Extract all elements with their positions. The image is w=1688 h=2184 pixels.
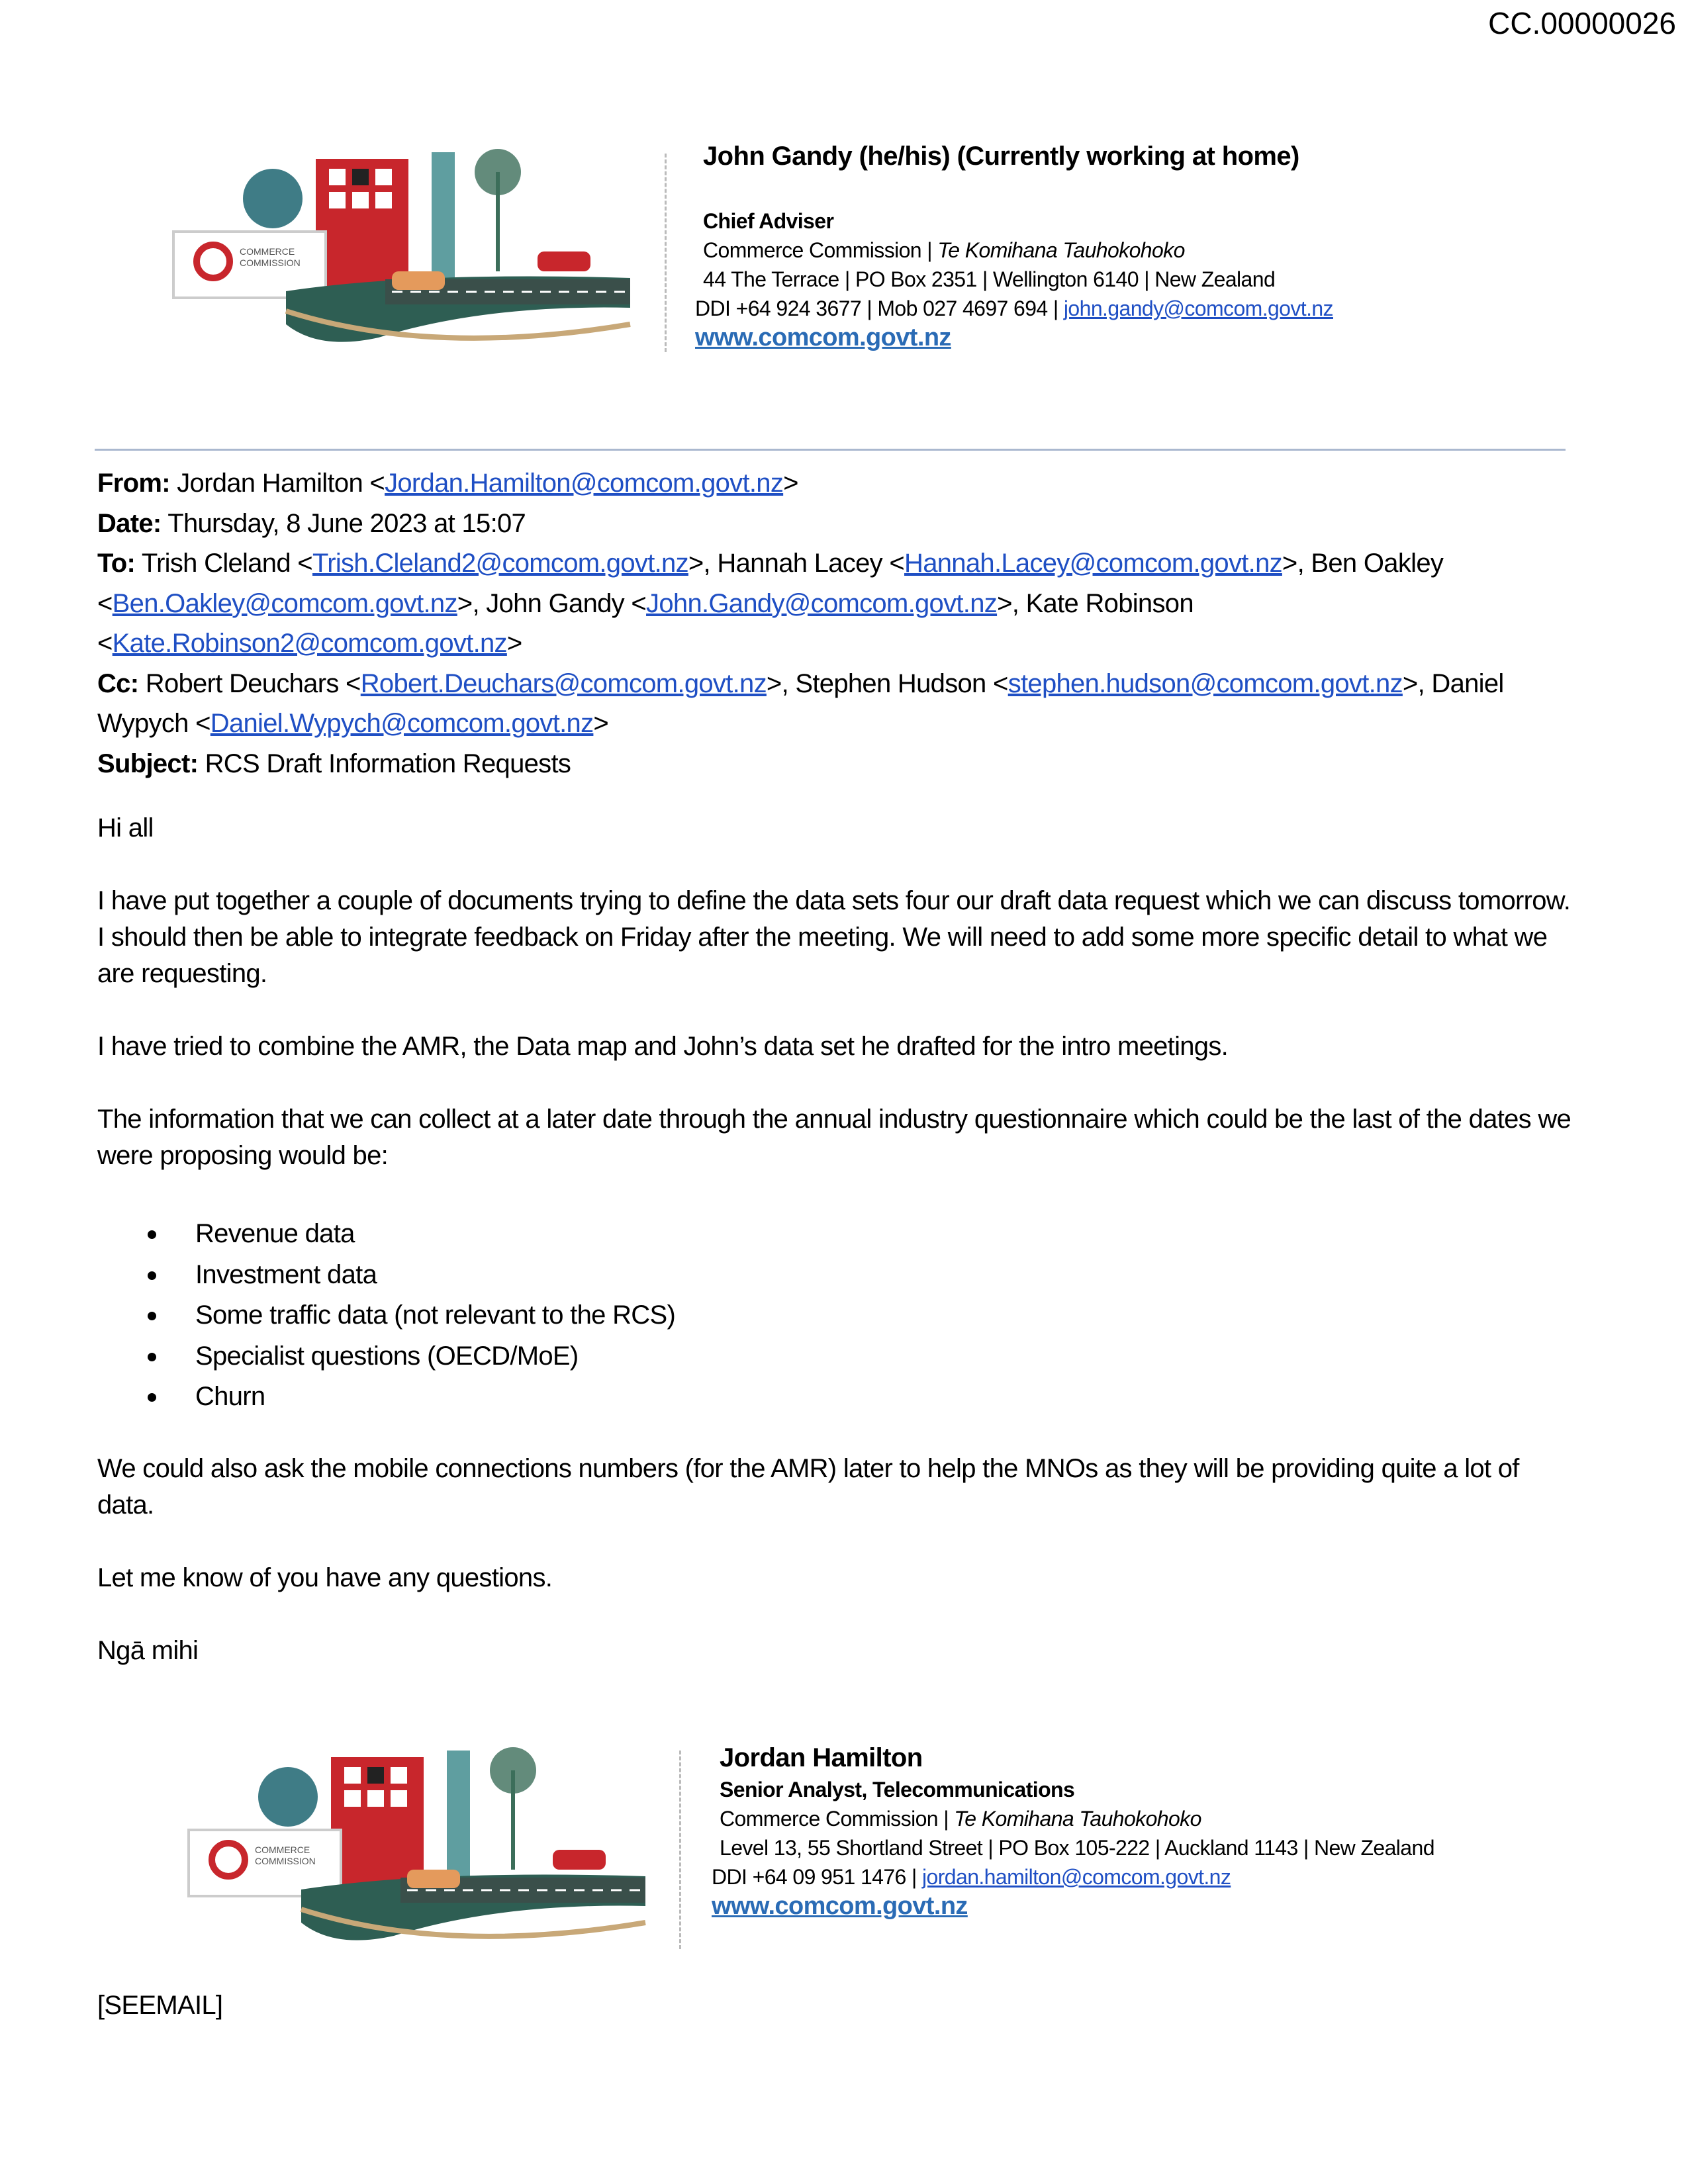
cc-line: Cc: Robert Deuchars <Robert.Deuchars@comcom.govt.nz>, Stephen Hudson <stephen.hudson@comcom.govt.nz>, Daniel Wypych <Daniel.Wypych@comcom.govt.nz> — [97, 668, 1504, 738]
to-email-link[interactable]: Trish.Cleland2@comcom.govt.nz — [312, 549, 688, 578]
svg-text:COMMISSION: COMMISSION — [255, 1856, 316, 1866]
signature-website-link[interactable]: www.comcom.govt.nz — [695, 324, 951, 351]
svg-text:COMMERCE: COMMERCE — [240, 246, 295, 257]
greeting: Hi all — [97, 813, 154, 842]
date-line: Date: Thursday, 8 June 2023 at 15:07 — [97, 508, 526, 538]
signature-address: Level 13, 55 Shortland Street | PO Box 105-222 | Auckland 1143 | New Zealand — [720, 1836, 1434, 1860]
header-divider — [95, 449, 1566, 451]
list-item: Specialist questions (OECD/MoE) — [97, 1336, 1573, 1377]
signature-email-link[interactable]: john.gandy@comcom.govt.nz — [1063, 296, 1333, 320]
signature-phone: DDI +64 924 3677 | Mob 027 4697 694 | john.gandy@comcom.govt.nz — [695, 296, 1333, 320]
signature-jordan-hamilton — [712, 1741, 1434, 1921]
paragraph: Let me know of you have any questions. — [97, 1563, 553, 1592]
signature-john-gandy — [695, 139, 1333, 352]
signature-name: Jordan Hamilton — [720, 1743, 923, 1772]
paragraph: We could also ask the mobile connections numbers (for the AMR) later to help the MNOs as they will be providing quite a lot of data. — [97, 1453, 1519, 1520]
list-item: Churn — [97, 1377, 1573, 1418]
from-email-link[interactable]: Jordan.Hamilton@comcom.govt.nz — [385, 469, 784, 498]
signature-org: Commerce Commission | Te Komihana Tauhokohoko — [703, 238, 1185, 262]
signature-website-link[interactable]: www.comcom.govt.nz — [712, 1892, 968, 1920]
signature-role: Senior Analyst, Telecommunications — [720, 1778, 1075, 1801]
cc-email-link[interactable]: stephen.hudson@comcom.govt.nz — [1008, 668, 1403, 698]
to-email-link[interactable]: John.Gandy@comcom.govt.nz — [646, 588, 998, 618]
from-line: From: Jordan Hamilton <Jordan.Hamilton@comcom.govt.nz> — [97, 469, 798, 498]
to-email-link[interactable]: Ben.Oakley@comcom.govt.nz — [112, 588, 457, 618]
paragraph: The information that we can collect at a later date through the annual industry questionnaire which could be the last of the dates we were proposing would be: — [97, 1105, 1571, 1170]
cc-email-link[interactable]: Robert.Deuchars@comcom.govt.nz — [360, 668, 767, 698]
commerce-commission-logo-illustration — [154, 139, 643, 357]
email-body — [97, 810, 1573, 1669]
subject-line: Subject: RCS Draft Information Requests — [97, 749, 571, 778]
to-email-link[interactable]: Kate.Robinson2@comcom.govt.nz — [112, 629, 507, 658]
bates-number: CC.00000026 — [1488, 6, 1676, 40]
signature-email-link[interactable]: jordan.hamilton@comcom.govt.nz — [922, 1865, 1231, 1889]
signature-divider — [679, 1751, 681, 1949]
signoff: Ngā mihi — [97, 1635, 199, 1665]
paragraph: I have put together a couple of documents trying to define the data sets four our draft data request which we can discuss tomorrow. I should then be able to integrate feedback on Friday after the meeting. We will need to add some more specific detail to what we are requesting. — [97, 886, 1571, 988]
bullet-list — [97, 1214, 1573, 1418]
svg-text:COMMERCE: COMMERCE — [255, 1844, 310, 1855]
signature-role: Chief Adviser — [703, 209, 834, 233]
to-line: To: Trish Cleland <Trish.Cleland2@comcom.govt.nz>, Hannah Lacey <Hannah.Lacey@comcom.govt.nz>, Ben Oakley <Ben.Oakley@comcom.govt.nz>, John Gandy <John.Gandy@comcom.govt.nz>, Kate Robinson <Kate.Robinson2@comcom.govt.nz> — [97, 549, 1444, 658]
list-item: Investment data — [97, 1255, 1573, 1296]
svg-text:COMMISSION: COMMISSION — [240, 257, 301, 268]
list-item: Revenue data — [97, 1214, 1573, 1255]
email-header — [97, 463, 1573, 784]
cc-email-link[interactable]: Daniel.Wypych@comcom.govt.nz — [210, 709, 594, 738]
signature-name: John Gandy (he/his) (Currently working at home) — [703, 142, 1299, 171]
list-item: Some traffic data (not relevant to the RCS) — [97, 1295, 1573, 1336]
signature-phone: DDI +64 09 951 1476 | jordan.hamilton@comcom.govt.nz — [712, 1865, 1231, 1889]
signature-divider — [665, 154, 667, 352]
signature-address: 44 The Terrace | PO Box 2351 | Wellington 6140 | New Zealand — [703, 267, 1276, 291]
paragraph: I have tried to combine the AMR, the Data map and John’s data set he drafted for the intro meetings. — [97, 1032, 1229, 1061]
footer-tag: [SEEMAIL] — [97, 1991, 223, 2020]
commerce-commission-logo-illustration — [169, 1737, 659, 1956]
signature-org: Commerce Commission | Te Komihana Tauhokohoko — [720, 1807, 1201, 1831]
to-email-link[interactable]: Hannah.Lacey@comcom.govt.nz — [904, 549, 1282, 578]
